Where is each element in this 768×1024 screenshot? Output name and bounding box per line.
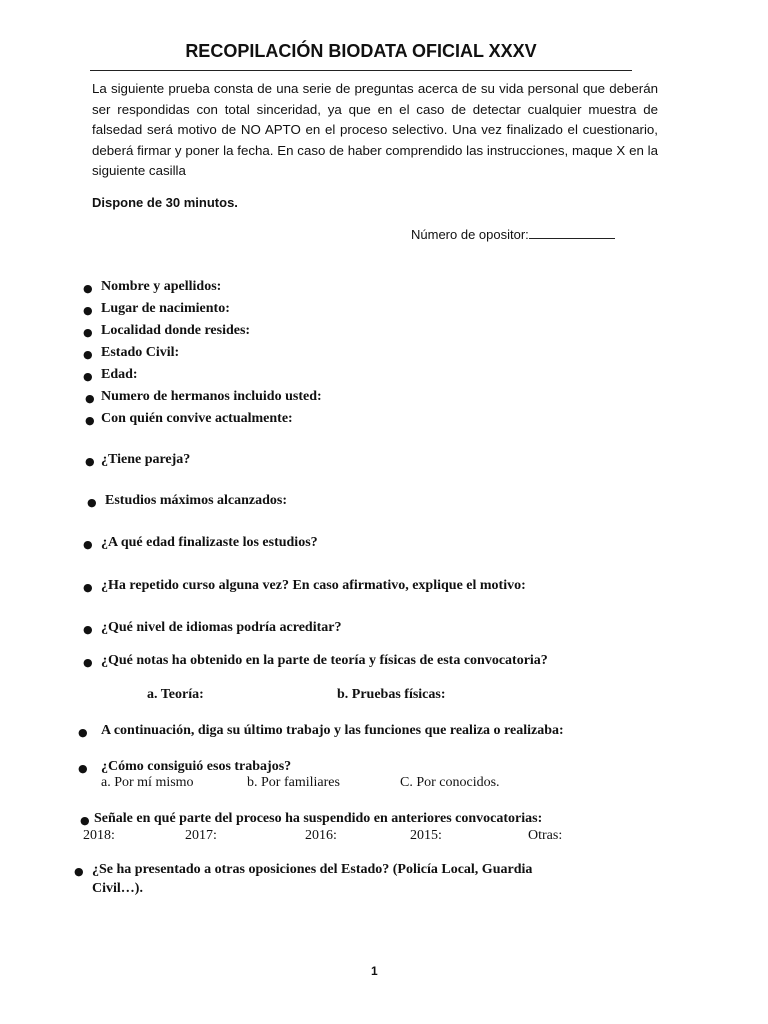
instructions-paragraph: La siguiente prueba consta de una serie de preguntas acerca de su vida personal que deberán ser respondidas con total sinceridad, ya que en el caso de detectar cualquier muestra de falsedad será motivo de NO APTO en el proceso selectivo. Una vez finalizado el cuestionario, deberá firmar y poner la fecha. En caso de haber comprendido las instrucciones, maque X en la siguiente casilla [92,81,658,178]
question-otras-oposiciones-cont: Civil…). [92,881,143,896]
bullet-icon: ● [80,814,90,827]
bullet-icon: ● [83,581,93,594]
year-otras: Otras: [528,828,563,843]
bullet-icon: ● [78,762,88,775]
question-suspendido: Señale en qué parte del proceso ha suspendido en anteriores convocatorias: [94,811,543,826]
question-pareja: ¿Tiene pareja? [101,452,191,467]
question-idiomas: ¿Qué nivel de idiomas podría acreditar? [101,620,342,635]
title-divider [90,70,632,71]
question-localidad: Localidad donde resides: [101,323,251,338]
bullet-icon: ● [83,282,93,295]
question-notas: ¿Qué notas ha obtenido en la parte de teoría y físicas de esta convocatoria? [101,653,548,668]
question-otras-oposiciones: ¿Se ha presentado a otras oposiciones del Estado? (Policía Local, Guardia [92,862,533,877]
option-pruebas-fisicas: b. Pruebas físicas: [337,687,446,702]
bullet-icon: ● [83,538,93,551]
time-notice: Dispone de 30 minutos. [92,195,238,210]
bullet-icon: ● [74,865,84,878]
question-convive: Con quién convive actualmente: [101,411,293,426]
question-nombre: Nombre y apellidos: [101,279,222,294]
option-por-familiares: b. Por familiares [247,775,340,790]
bullet-icon: ● [85,414,95,427]
question-estado-civil: Estado Civil: [101,345,180,360]
bullet-icon: ● [85,455,95,468]
bullet-icon: ● [87,496,97,509]
opositor-number-field [411,226,615,242]
option-teoria: a. Teoría: [147,687,204,702]
bullet-icon: ● [83,623,93,636]
year-2017: 2017: [185,828,217,843]
question-estudios: Estudios máximos alcanzados: [105,493,288,508]
question-como-consiguio: ¿Cómo consiguió esos trabajos? [101,759,292,774]
question-ultimo-trabajo: A continuación, diga su último trabajo y las funciones que realiza o realizaba: [101,723,564,738]
bullet-icon: ● [83,326,93,339]
option-por-conocidos: C. Por conocidos. [400,775,500,790]
option-por-mi-mismo: a. Por mí mismo [101,775,194,790]
year-2015: 2015: [410,828,442,843]
year-2016: 2016: [305,828,337,843]
bullet-icon: ● [85,392,95,405]
opositor-number-label: Número de opositor: [411,227,529,242]
year-2018: 2018: [83,828,115,843]
question-edad-estudios: ¿A qué edad finalizaste los estudios? [101,535,318,550]
question-repetido-curso: ¿Ha repetido curso alguna vez? En caso afirmativo, explique el motivo: [101,578,526,593]
opositor-number-blank [529,226,615,239]
bullet-icon: ● [83,304,93,317]
question-edad: Edad: [101,367,138,382]
bullet-icon: ● [83,370,93,383]
bullet-icon: ● [83,656,93,669]
document-title: RECOPILACIÓN BIODATA OFICIAL XXXV [185,41,537,61]
question-lugar-nacimiento: Lugar de nacimiento: [101,301,230,316]
bullet-icon: ● [78,726,88,739]
question-hermanos: Numero de hermanos incluido usted: [101,389,322,404]
page-number: 1 [371,964,378,978]
bullet-icon: ● [83,348,93,361]
